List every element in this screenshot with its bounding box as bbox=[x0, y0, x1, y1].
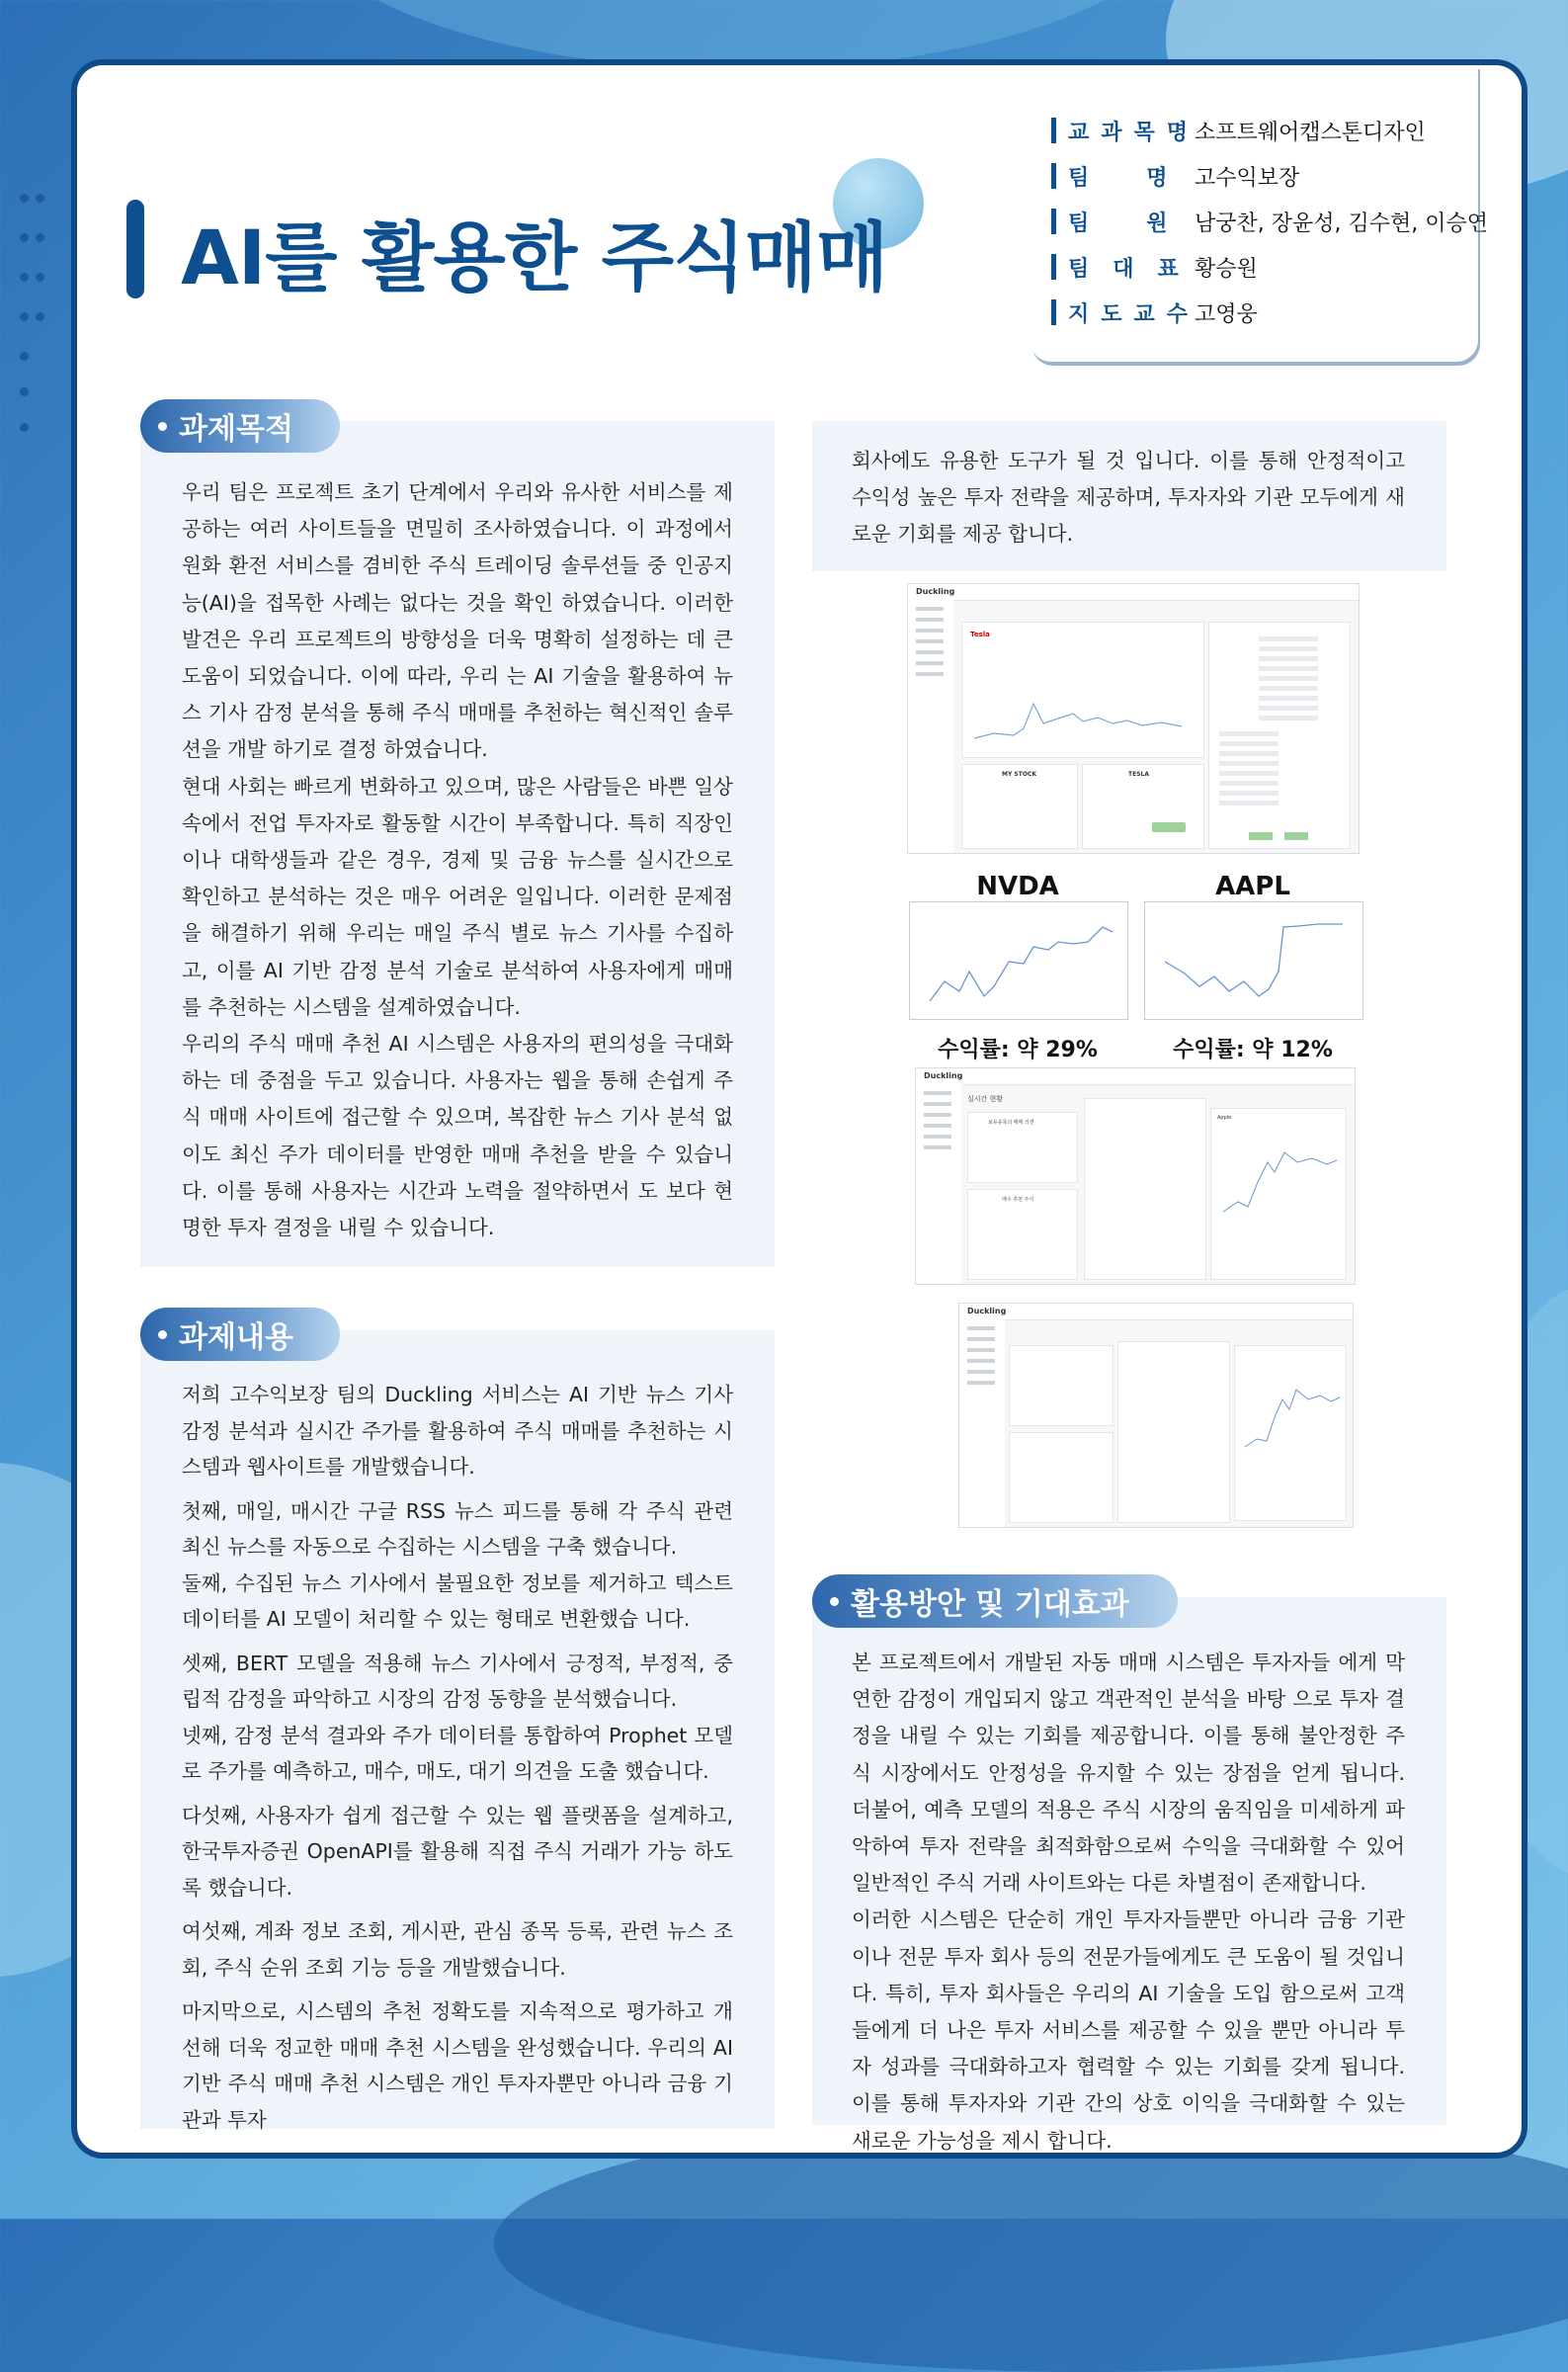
info-bar bbox=[1051, 299, 1056, 325]
content-paragraph: 마지막으로, 시스템의 추천 정확도를 지속적으로 평가하고 개선해 더욱 정교한 매매 추천 시스템을 완성했습니다. 우리의 AI 기반 주식 매매 추천 시스템은 개인 투자자뿐만 아니라 금융 기관과 투자 bbox=[182, 1999, 733, 2132]
continued-paragraph: 회사에도 유용한 도구가 될 것 입니다. 이를 통해 안정적이고 수익성 높은 투자 전략을 제공하며, 투자자와 기관 모두에게 새로운 기회를 제공 합니다. bbox=[852, 449, 1405, 547]
aapl-title: AAPL bbox=[1215, 872, 1290, 901]
buy-badge bbox=[1152, 822, 1186, 832]
detail-panel bbox=[1234, 1345, 1347, 1521]
content-paragraph: 둘째, 수집된 뉴스 기사에서 불필요한 정보를 제거하고 텍스트 데이터를 AI 모델이 처리할 수 있는 형태로 변환했습 니다. bbox=[182, 1570, 733, 1631]
chart-panel bbox=[961, 622, 1204, 758]
info-bar bbox=[1051, 118, 1056, 143]
nvda-return-chart bbox=[909, 901, 1128, 1020]
title-area bbox=[126, 198, 888, 306]
recommend-panel bbox=[967, 1189, 1078, 1280]
screenshot-topbar bbox=[908, 584, 1359, 601]
info-label: 지도교수 bbox=[1068, 301, 1200, 327]
purpose-paragraph: 우리 팀은 프로젝트 초기 단계에서 우리와 유사한 서비스를 제공하는 여러 사이트들을 면밀히 조사하였습니다. 이 과정에서 원화 환전 서비스를 겸비한 주식 트레이딩 솔루션들 중 인공지능(AI)을 접목한 사례는 없다는 것을 확인 하였습니다. 이러한 발견은 우리 프로젝트의 방향성을 더욱 명확히 설정하는 데 큰 도움이 되었습니다. 이에 따라, 우리 는 AI 기술을 활용하여 뉴스 기사 감정 분석을 통해 주식 매매를 추천하는 혁신적인 솔루션을 개발 하기로 결정 하였습니다. bbox=[182, 480, 733, 762]
nvda-title: NVDA bbox=[976, 872, 1059, 901]
page-title: AI를 활용한 주식매매 bbox=[181, 213, 888, 301]
info-label: 팀대표 bbox=[1068, 256, 1202, 282]
app-logo: Duckling bbox=[916, 587, 955, 596]
dashboard-screenshot-1 bbox=[915, 1067, 1356, 1285]
info-bar bbox=[1051, 254, 1056, 280]
course-info-box bbox=[1030, 65, 1488, 362]
purpose-heading-text: 과제목적 bbox=[179, 412, 293, 447]
aapl-return-chart bbox=[1144, 901, 1363, 1020]
ranking-panel bbox=[1117, 1341, 1230, 1523]
trading-screenshot bbox=[907, 583, 1360, 854]
decorative-dots bbox=[20, 194, 69, 459]
heading-dot bbox=[158, 1330, 167, 1339]
dashboard-title: 실시간 현황 bbox=[967, 1095, 1004, 1103]
my-stock-label: MY STOCK bbox=[1002, 771, 1036, 778]
info-bar bbox=[1051, 163, 1056, 189]
content-paragraph: 다섯째, 사용자가 쉽게 접근할 수 있는 웹 플랫폼을 설계하고, 한국투자증권 OpenAPI를 활용해 직접 주식 거래가 가능 하도록 했습니다. bbox=[182, 1803, 733, 1900]
purpose-paragraph: 현대 사회는 빠르게 변화하고 있으며, 많은 사람들은 바쁜 일상 속에서 전업 투자자로 활동할 시간이 부족합니다. 특히 직장인이나 대학생들과 같은 경우, 경제 및 금융 뉴스를 실시간으로 확인하고 분석하는 것은 매우 어려운 일입니다. 이러한 문제점을 해결하기 위해 우리는 매일 주식 별로 뉴스 기사를 수집하고, 이를 AI 기반 감정 분석 기술로 분석하여 사용자에게 매매를 추천하는 시스템을 설계하였습니다. bbox=[182, 774, 733, 1019]
heading-dot bbox=[830, 1597, 839, 1606]
orderbook-rows bbox=[1209, 623, 1348, 846]
aapl-return-label: 수익률: 약 12% bbox=[1173, 1038, 1333, 1062]
content-paragraph: 셋째, BERT 모델을 적용해 뉴스 기사에서 긍정적, 부정적, 중립적 감정을 파악하고 시장의 감정 동향을 분석했습니다. bbox=[182, 1651, 733, 1711]
info-row-course bbox=[1051, 115, 1426, 146]
continued-body bbox=[852, 443, 1405, 553]
app-logo: Duckling bbox=[967, 1307, 1007, 1315]
tesla-panel bbox=[1082, 764, 1204, 849]
info-row-leader bbox=[1051, 251, 1258, 283]
screenshot-topbar bbox=[916, 1068, 1355, 1085]
screenshot-sidebar bbox=[916, 1084, 961, 1284]
detail-title: Apple bbox=[1217, 1115, 1232, 1121]
content-heading-text: 과제내용 bbox=[179, 1320, 293, 1355]
info-value: 황승원 bbox=[1195, 256, 1258, 282]
nvda-return-label: 수익률: 약 29% bbox=[938, 1038, 1098, 1062]
content-paragraph: 첫째, 매일, 매시간 구글 RSS 뉴스 피드를 통해 각 주식 관련 최신 뉴스를 자동으로 수집하는 시스템을 구축 했습니다. bbox=[182, 1498, 733, 1559]
content-paragraph: 여섯째, 계좌 정보 조회, 게시판, 관심 종목 등록, 관련 뉴스 조회, 주식 순위 조회 기능 등을 개발했습니다. bbox=[182, 1919, 733, 1980]
effects-heading bbox=[812, 1574, 1178, 1628]
orderbook-panel bbox=[1208, 622, 1351, 849]
detail-panel bbox=[1210, 1108, 1347, 1280]
detail-chart bbox=[1213, 1133, 1342, 1222]
effects-paragraph: 본 프로젝트에서 개발된 자동 매매 시스템은 투자자들 에게 막연한 감정이 개입되지 않고 객관적인 분석을 바탕 으로 투자 결정을 내릴 수 있는 기회를 제공합니다. 이를 통해 불안정한 주식 시장에서도 안정성을 유지할 수 있는 장점을 얻게 됩니다. 더불어, 예측 모델의 적용은 주식 시장의 움직임을 미세하게 파악하여 투자 전략을 최적화함으로써 수익을 극대화할 수 있어 일반적인 주식 거래 사이트와는 다른 차별점이 존재합니다. bbox=[852, 1651, 1405, 1896]
info-value: 남궁찬, 장윤성, 김수현, 이승연 bbox=[1195, 211, 1488, 236]
content-paragraph: 저희 고수익보장 팀의 Duckling 서비스는 AI 기반 뉴스 기사 감정 분석과 실시간 주가를 활용하여 주식 매매를 추천하는 시스템과 웹사이트를 개발했습니다. bbox=[182, 1383, 733, 1479]
content-paragraph: 넷째, 감정 분석 결과와 주가 데이터를 통합하여 Prophet 모델로 주가를 예측하고, 매수, 매도, 대기 의견을 도출 했습니다. bbox=[182, 1723, 733, 1783]
bg-blob-top bbox=[296, 0, 1186, 69]
watchlist-title: 보유종목의 매매 의견 bbox=[988, 1120, 1034, 1126]
info-row-advisor bbox=[1051, 296, 1258, 328]
screenshot-sidebar bbox=[908, 600, 953, 853]
info-value: 고영웅 bbox=[1195, 301, 1258, 327]
purpose-body bbox=[182, 474, 733, 1246]
dashboard-screenshot-2 bbox=[958, 1303, 1354, 1528]
recommend-panel bbox=[1009, 1432, 1114, 1523]
price-chart bbox=[964, 644, 1201, 753]
tesla-label: TESLA bbox=[1128, 771, 1149, 778]
watchlist-panel bbox=[967, 1112, 1078, 1183]
stock-name: Tesla bbox=[970, 631, 990, 638]
info-label: 팀명 bbox=[1068, 165, 1225, 191]
ranking-panel bbox=[1084, 1098, 1206, 1280]
screenshot-topbar bbox=[959, 1304, 1353, 1320]
info-value: 소프트웨어캡스톤디자인 bbox=[1195, 120, 1426, 145]
heading-dot bbox=[158, 422, 167, 431]
info-value: 고수익보장 bbox=[1195, 165, 1300, 191]
screenshot-sidebar bbox=[959, 1319, 1005, 1527]
effects-body bbox=[852, 1645, 1405, 2160]
info-row-members bbox=[1051, 206, 1488, 237]
info-row-team bbox=[1051, 160, 1299, 192]
effects-paragraph: 이러한 시스템은 단순히 개인 투자자들뿐만 아니라 금융 기관이나 전문 투자 회사 등의 전문가들에게도 큰 도움이 될 것입니다. 특히, 투자 회사들은 우리의 AI 기술을 도입 함으로써 고객들에게 더 나은 투자 서비스를 제공할 수 있을 뿐만 아니라 투자 성과를 극대화하고자 협력할 수 있는 기회를 갖게 됩니다. 이를 통해 투자자와 기관 간의 상호 이익을 극대화할 수 있는 새로운 가능성을 제시 합니다. bbox=[852, 1907, 1405, 2153]
title-accent-bar bbox=[126, 200, 144, 298]
effects-heading-text: 활용방안 및 기대효과 bbox=[851, 1587, 1129, 1622]
purpose-paragraph: 우리의 주식 매매 추천 AI 시스템은 사용자의 편의성을 극대화하는 데 중점을 두고 있습니다. 사용자는 웹을 통해 손쉽게 주식 매매 사이트에 접근할 수 있으며, 복잡한 뉴스 기사 분석 없이도 최신 주가 데이터를 반영한 매매 추천을 받을 수 있습니다. 이를 통해 사용자는 시간과 노력을 절약하면서 도 보다 현명한 투자 결정을 내릴 수 있습니다. bbox=[182, 1032, 733, 1240]
app-logo: Duckling bbox=[924, 1071, 963, 1080]
detail-chart bbox=[1237, 1370, 1344, 1459]
info-bar bbox=[1051, 209, 1056, 234]
info-label: 팀원 bbox=[1068, 211, 1225, 236]
watchlist-panel bbox=[1009, 1345, 1114, 1426]
content-heading bbox=[140, 1308, 340, 1361]
purpose-heading bbox=[140, 399, 340, 453]
recommend-title: 매수 추천 주식 bbox=[1002, 1197, 1034, 1203]
my-stock-panel bbox=[961, 764, 1078, 849]
info-label: 교과목명 bbox=[1068, 120, 1200, 145]
content-body bbox=[182, 1377, 733, 2138]
